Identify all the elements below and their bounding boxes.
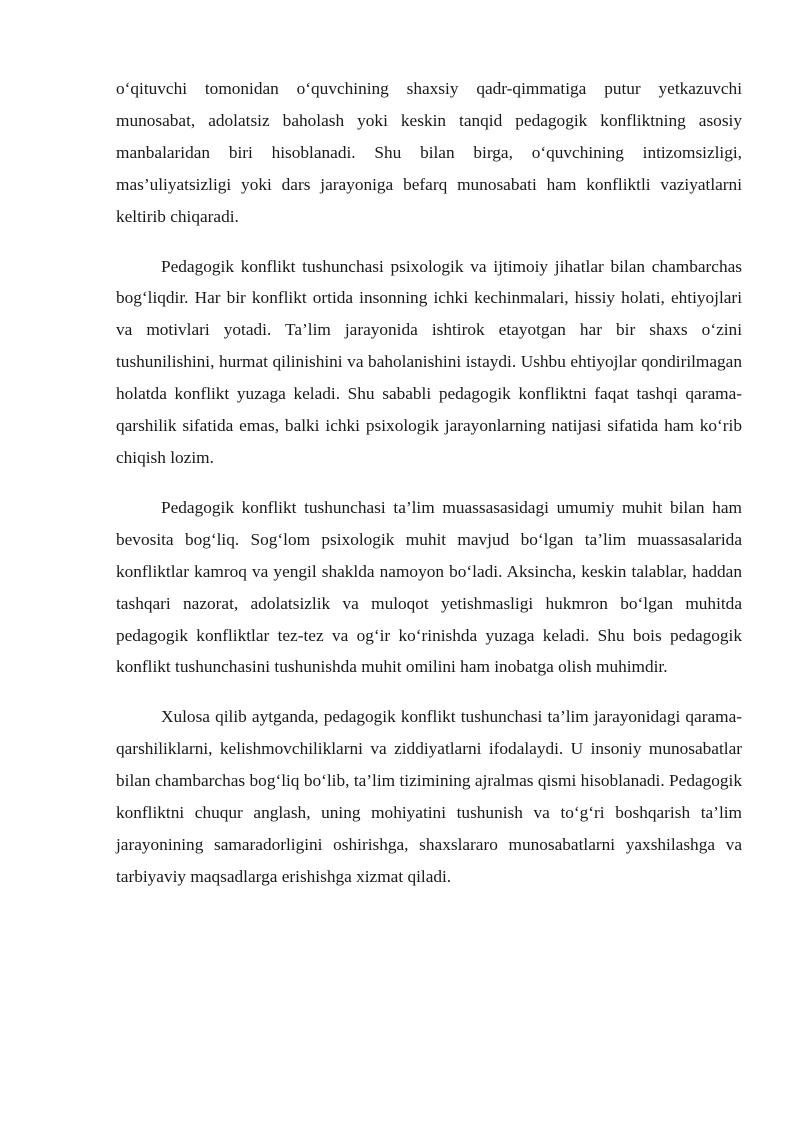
document-body	[116, 73, 742, 911]
paragraph-psychological-aspects: Pedagogik konflikt tushunchasi psixologik va ijtimoiy jihatlar bilan chambarchas bog‘liqdir. Har bir konflikt ortida insonning ichki kechinmalari, hissiy holati, ehtiyojlari va motivlari yotadi. Ta’lim jarayonida ishtirok etayotgan har bir shaxs o‘zini tushunilishini, hurmat qilinishini va baholanishini istaydi. Ushbu ehtiyojlar qondirilmagan holatda konflikt yuzaga keladi. Shu sababli pedagogik konfliktni faqat tashqi qarama-qarshilik sifatida emas, balki ichki psixologik jarayonlarning natijasi sifatida ham ko‘rib chiqish lozim.	[116, 256, 742, 467]
paragraph-environment: Pedagogik konflikt tushunchasi ta’lim muassasasidagi umumiy muhit bilan ham bevosita bog‘liq. Sog‘lom psixologik muhit mavjud bo‘lgan ta’lim muassasalarida konfliktlar kamroq va yengil shaklda namoyon bo‘ladi. Aksincha, keskin talablar, haddan tashqari nazorat, adolatsizlik va muloqot yetishmasligi hukmron bo‘lgan muhitda pedagogik konfliktlar tez-tez va og‘ir ko‘rinishda yuzaga keladi. Shu bois pedagogik konflikt tushunchasini tushunishda muhit omilini ham inobatga olish muhimdir.	[116, 497, 742, 677]
paragraph-conclusion: Xulosa qilib aytganda, pedagogik konflikt tushunchasi ta’lim jarayonidagi qarama-qarshiliklarni, kelishmovchiliklarni va ziddiyatlarni ifodalaydi. U insoniy munosabatlar bilan chambarchas bog‘liq bo‘lib, ta’lim tizimining ajralmas qismi hisoblanadi. Pedagogik konfliktni chuqur anglash, uning mohiyatini tushunish va to‘g‘ri boshqarish ta’lim jarayonining samaradorligini oshirishga, shaxslararo munosabatlarni yaxshilashga va tarbiyaviy maqsadlarga erishishga xizmat qiladi.	[116, 707, 742, 886]
paragraph-continuation: o‘qituvchi tomonidan o‘quvchining shaxsiy qadr-qimmatiga putur yetkazuvchi munosabat, adolatsiz baholash yoki keskin tanqid pedagogik konfliktning asosiy manbalaridan biri hisoblanadi. Shu bilan birga, o‘quvchining intizomsizligi, mas’uliyatsizligi yoki dars jarayoniga befarq munosabati ham konfliktli vaziyatlarni keltirib chiqaradi.	[116, 79, 742, 226]
